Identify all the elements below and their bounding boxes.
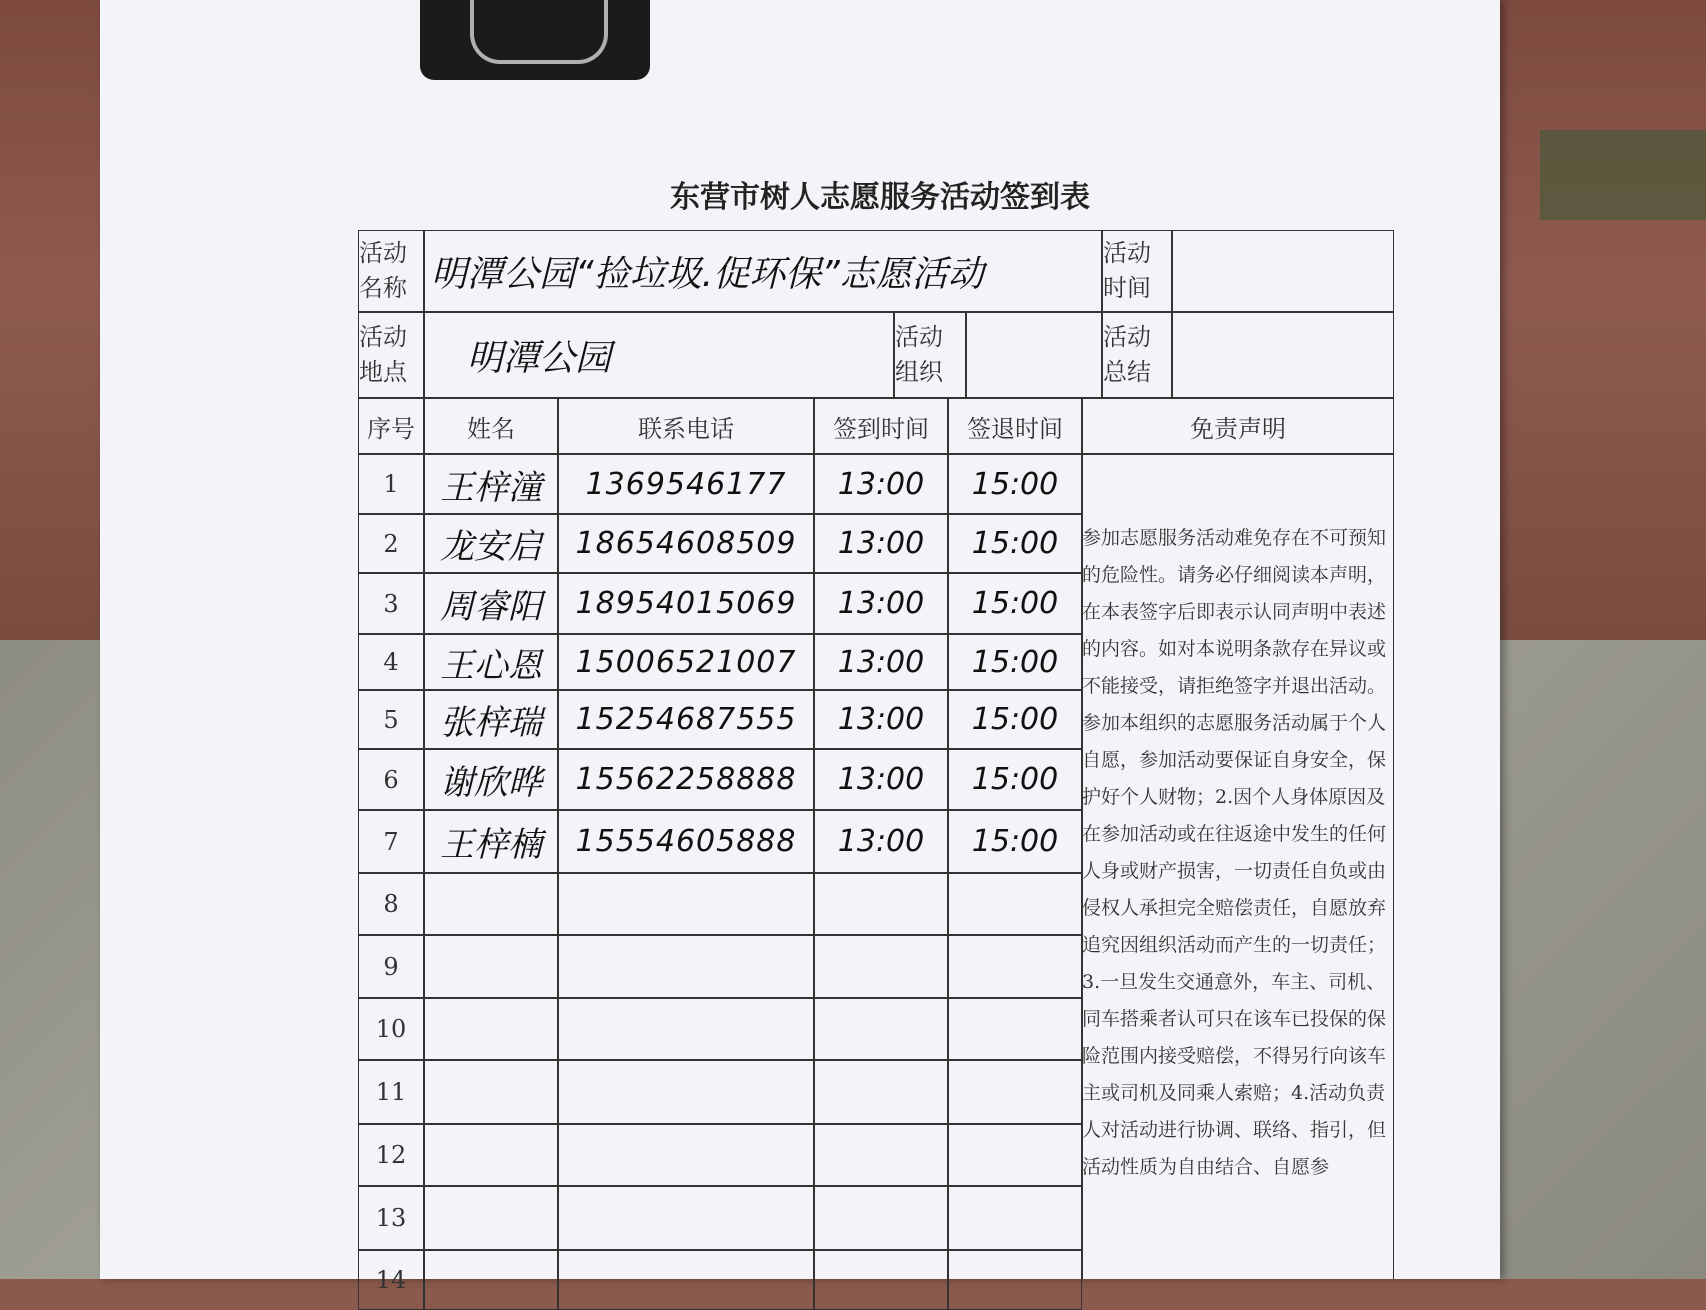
row-checkout[interactable] xyxy=(948,1250,1082,1310)
row-checkout[interactable] xyxy=(948,1060,1082,1124)
row-name[interactable] xyxy=(424,1250,558,1310)
row-index: 14 xyxy=(358,1250,424,1310)
row-index: 1 xyxy=(358,454,424,514)
row-checkin[interactable] xyxy=(814,935,948,998)
summary-label xyxy=(1102,312,1172,398)
disclaimer-text: 参加志愿服务活动难免存在不可预知的危险性。请务必仔细阅读本声明，在本表签字后即表示认同声明中表述的内容。如对本说明条款存在异议或不能接受，请拒绝签字并退出活动。参加本组织的志愿服务活动属于个人自愿，参加活动要保证自身安全，保护好个人财物；2.因个人身体原因及在参加活动或在往返途中发生的任何人身或财产损害，一切责任自负或由侵权人承担完全赔偿责任，自愿放弃追究因组织活动而产生的一切责任；3.一旦发生交通意外，车主、司机、同车搭乘者认可只在该车已投保的保险范围内接受赔偿，不得另行向该车主或司机及同乘人索赔；4.活动负责人对活动进行协调、联络、指引，但活动性质为自由结合、自愿参 xyxy=(1082,527,1387,1178)
row-phone[interactable] xyxy=(558,1250,814,1310)
activity-name-label-text: 活动名称 xyxy=(359,239,407,302)
row-phone[interactable]: 1369546177 xyxy=(558,454,814,514)
form-title: 东营市树人志愿服务活动签到表 xyxy=(670,180,1090,215)
row-checkout[interactable]: 15:00 xyxy=(948,454,1082,514)
row-checkout[interactable]: 15:00 xyxy=(948,749,1082,810)
row-checkin[interactable]: 13:00 xyxy=(814,514,948,573)
col-header-checkout: 签退时间 xyxy=(948,398,1082,454)
row-phone[interactable] xyxy=(558,1060,814,1124)
activity-time-label-text: 活动时间 xyxy=(1103,239,1151,302)
row-checkin[interactable]: 13:00 xyxy=(814,454,948,514)
row-phone[interactable] xyxy=(558,1186,814,1250)
row-phone[interactable]: 15254687555 xyxy=(558,690,814,749)
row-phone[interactable]: 18654608509 xyxy=(558,514,814,573)
organizer-label-text: 活动组织 xyxy=(895,323,943,386)
row-checkout[interactable] xyxy=(948,1186,1082,1250)
row-checkout[interactable] xyxy=(948,935,1082,998)
summary-label-text: 活动总结 xyxy=(1103,323,1151,386)
row-name[interactable] xyxy=(424,873,558,935)
organizer-label xyxy=(894,312,966,398)
row-name[interactable]: 王梓潼 xyxy=(424,454,558,514)
row-index: 13 xyxy=(358,1186,424,1250)
row-name[interactable] xyxy=(424,1186,558,1250)
row-phone[interactable]: 18954015069 xyxy=(558,573,814,634)
row-index: 11 xyxy=(358,1060,424,1124)
row-checkin[interactable] xyxy=(814,1186,948,1250)
col-header-index: 序号 xyxy=(358,398,424,454)
row-index: 7 xyxy=(358,810,424,873)
summary-value[interactable] xyxy=(1172,312,1394,398)
row-checkout[interactable]: 15:00 xyxy=(948,514,1082,573)
row-phone[interactable]: 15562258888 xyxy=(558,749,814,810)
row-phone[interactable]: 15554605888 xyxy=(558,810,814,873)
row-checkin[interactable] xyxy=(814,1250,948,1310)
row-checkout[interactable] xyxy=(948,998,1082,1060)
col-header-phone: 联系电话 xyxy=(558,398,814,454)
row-checkin[interactable] xyxy=(814,998,948,1060)
row-name[interactable] xyxy=(424,1124,558,1186)
row-name[interactable]: 王心恩 xyxy=(424,634,558,690)
row-phone[interactable]: 15006521007 xyxy=(558,634,814,690)
row-name[interactable]: 龙安启 xyxy=(424,514,558,573)
row-index: 6 xyxy=(358,749,424,810)
row-name[interactable]: 张梓瑞 xyxy=(424,690,558,749)
row-checkout[interactable]: 15:00 xyxy=(948,810,1082,873)
activity-time-label xyxy=(1102,230,1172,312)
row-checkin[interactable] xyxy=(814,1124,948,1186)
activity-location-label xyxy=(358,312,424,398)
row-checkin[interactable]: 13:00 xyxy=(814,810,948,873)
row-checkin[interactable] xyxy=(814,1060,948,1124)
row-index: 10 xyxy=(358,998,424,1060)
activity-name-value[interactable]: 明潭公园“捡垃圾.促环保”志愿活动 xyxy=(424,230,1102,312)
activity-location-value[interactable]: 明潭公园 xyxy=(424,312,894,398)
row-name[interactable] xyxy=(424,1060,558,1124)
row-phone[interactable] xyxy=(558,998,814,1060)
row-checkin[interactable]: 13:00 xyxy=(814,690,948,749)
row-checkout[interactable] xyxy=(948,1124,1082,1186)
row-name[interactable] xyxy=(424,998,558,1060)
row-checkout[interactable]: 15:00 xyxy=(948,690,1082,749)
row-index: 3 xyxy=(358,573,424,634)
row-index: 9 xyxy=(358,935,424,998)
row-index: 5 xyxy=(358,690,424,749)
row-index: 2 xyxy=(358,514,424,573)
row-checkout[interactable] xyxy=(948,873,1082,935)
row-name[interactable]: 周睿阳 xyxy=(424,573,558,634)
row-index: 8 xyxy=(358,873,424,935)
organizer-value[interactable] xyxy=(966,312,1102,398)
row-name[interactable]: 谢欣晔 xyxy=(424,749,558,810)
row-index: 12 xyxy=(358,1124,424,1186)
row-checkin[interactable]: 13:00 xyxy=(814,634,948,690)
row-checkin[interactable] xyxy=(814,873,948,935)
row-index: 4 xyxy=(358,634,424,690)
row-checkout[interactable]: 15:00 xyxy=(948,573,1082,634)
row-phone[interactable] xyxy=(558,873,814,935)
row-phone[interactable] xyxy=(558,1124,814,1186)
row-phone[interactable] xyxy=(558,935,814,998)
binder-clip-wire xyxy=(470,0,608,64)
col-header-disclaimer: 免责声明 xyxy=(1082,398,1394,454)
row-checkin[interactable]: 13:00 xyxy=(814,573,948,634)
activity-location-label-text: 活动地点 xyxy=(359,323,407,386)
row-name[interactable]: 王梓楠 xyxy=(424,810,558,873)
activity-time-value[interactable] xyxy=(1172,230,1394,312)
row-name[interactable] xyxy=(424,935,558,998)
col-header-checkin: 签到时间 xyxy=(814,398,948,454)
activity-name-label xyxy=(358,230,424,312)
col-header-name: 姓名 xyxy=(424,398,558,454)
row-checkin[interactable]: 13:00 xyxy=(814,749,948,810)
row-checkout[interactable]: 15:00 xyxy=(948,634,1082,690)
